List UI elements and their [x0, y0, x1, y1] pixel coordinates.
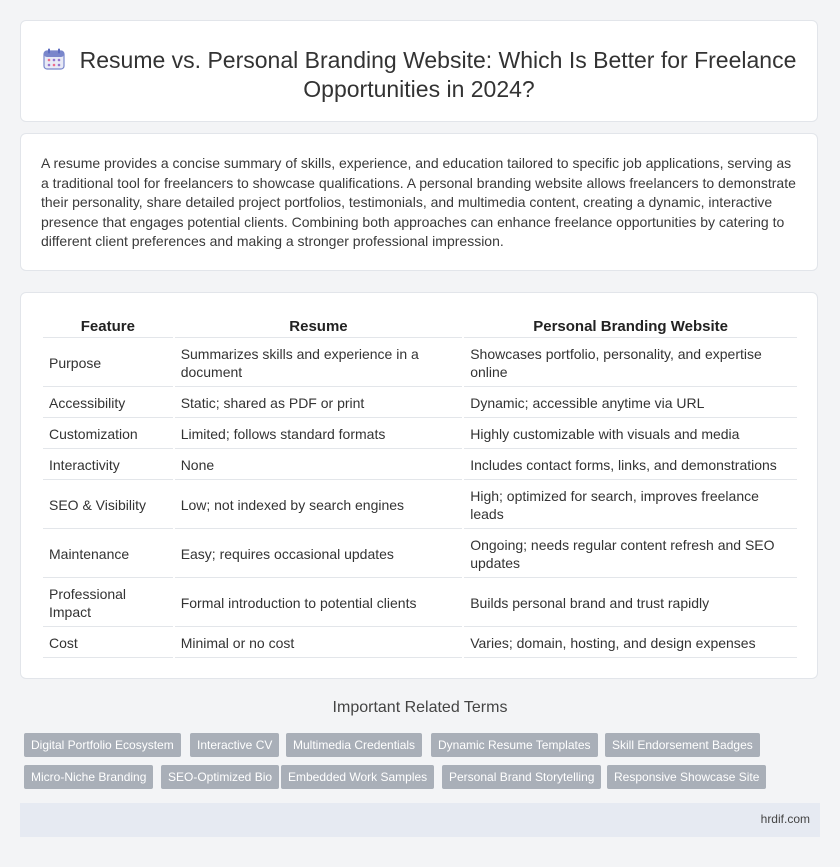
comparison-card [20, 292, 818, 679]
cell-resume: Limited; follows standard formats [175, 420, 463, 449]
header-website: Personal Branding Website [464, 315, 797, 338]
footer [20, 803, 820, 837]
table-row [43, 389, 797, 418]
cell-feature: SEO & Visibility [43, 482, 173, 529]
cell-feature: Purpose [43, 340, 173, 387]
page-title [21, 46, 817, 104]
related-tag[interactable]: Micro-Niche Branding [24, 765, 153, 789]
cell-resume: Easy; requires occasional updates [175, 531, 463, 578]
related-tag[interactable]: Embedded Work Samples [281, 765, 434, 789]
cell-feature: Maintenance [43, 531, 173, 578]
cell-resume: Minimal or no cost [175, 629, 463, 658]
related-tag[interactable]: Skill Endorsement Badges [605, 733, 760, 757]
intro-card [20, 133, 818, 271]
cell-feature: Customization [43, 420, 173, 449]
table-row [43, 451, 797, 480]
table-header-row [43, 315, 797, 338]
table-row [43, 580, 797, 627]
cell-website: Varies; domain, hosting, and design expenses [464, 629, 797, 658]
related-tag[interactable]: Multimedia Credentials [286, 733, 422, 757]
cell-resume: Formal introduction to potential clients [175, 580, 463, 627]
related-tag[interactable]: Personal Brand Storytelling [442, 765, 601, 789]
table-row [43, 629, 797, 658]
cell-website: Ongoing; needs regular content refresh and SEO updates [464, 531, 797, 578]
related-tag[interactable]: Dynamic Resume Templates [431, 733, 598, 757]
title-card [20, 20, 818, 122]
related-tag[interactable]: Responsive Showcase Site [607, 765, 766, 789]
cell-website: Showcases portfolio, personality, and expertise online [464, 340, 797, 387]
cell-website: Includes contact forms, links, and demonstrations [464, 451, 797, 480]
footer-site-link[interactable]: hrdif.com [760, 812, 810, 826]
cell-website: Dynamic; accessible anytime via URL [464, 389, 797, 418]
header-feature: Feature [43, 315, 173, 338]
cell-website: Highly customizable with visuals and media [464, 420, 797, 449]
cell-feature: Accessibility [43, 389, 173, 418]
table-row [43, 531, 797, 578]
cell-feature: Professional Impact [43, 580, 173, 627]
cell-website: Builds personal brand and trust rapidly [464, 580, 797, 627]
table-row [43, 482, 797, 529]
related-terms-title: Important Related Terms [332, 699, 508, 716]
related-tag[interactable]: Interactive CV [190, 733, 279, 757]
page-title-text: Resume vs. Personal Branding Website: Which Is Better for Freelance Opportunities in 2024? [79, 47, 797, 102]
cell-resume: None [175, 451, 463, 480]
cell-feature: Cost [43, 629, 173, 658]
related-tag[interactable]: Digital Portfolio Ecosystem [24, 733, 181, 757]
calendar-icon [42, 47, 66, 71]
related-tag[interactable]: SEO-Optimized Bio [161, 765, 279, 789]
header-resume: Resume [175, 315, 463, 338]
comparison-table [41, 313, 799, 660]
table-row [43, 420, 797, 449]
cell-website: High; optimized for search, improves freelance leads [464, 482, 797, 529]
cell-feature: Interactivity [43, 451, 173, 480]
cell-resume: Static; shared as PDF or print [175, 389, 463, 418]
table-row [43, 340, 797, 387]
cell-resume: Low; not indexed by search engines [175, 482, 463, 529]
cell-resume: Summarizes skills and experience in a document [175, 340, 463, 387]
intro-paragraph: A resume provides a concise summary of skills, experience, and education tailored to specific job applications, serving as a traditional tool for freelancers to showcase qualifications. A personal branding website allows freelancers to demonstrate their personality, share detailed project portfolios, testimonials, and multimedia content, creating a dynamic, interactive presence that engages potential clients. Combining both approaches can enhance freelance opportunities by catering to different client preferences and making a stronger professional impression. [41, 155, 796, 249]
